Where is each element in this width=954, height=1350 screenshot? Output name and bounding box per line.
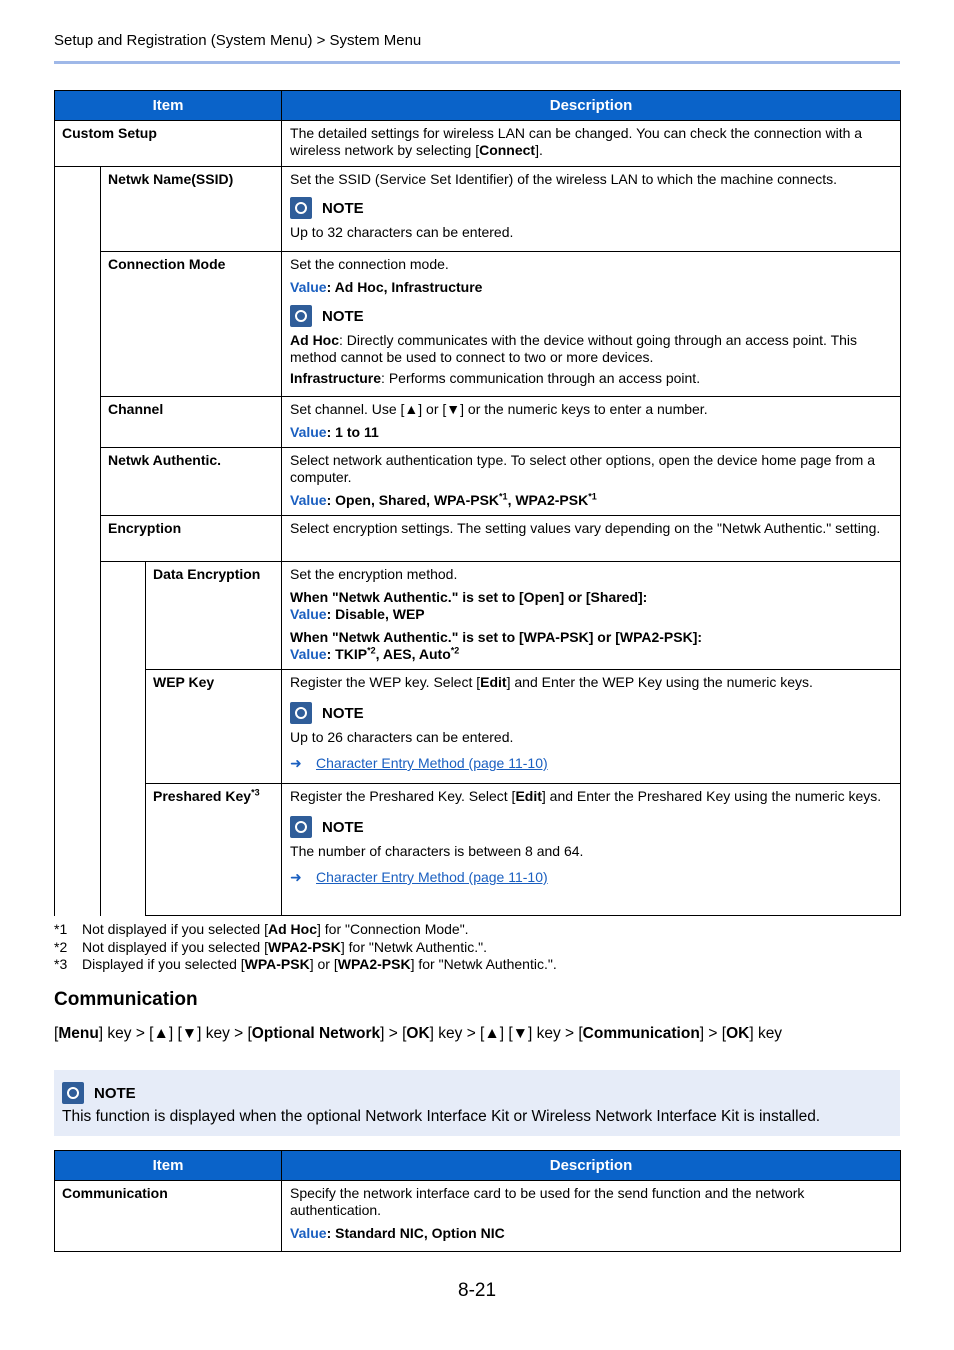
- value-line: Value: Ad Hoc, Infrastructure: [290, 279, 483, 295]
- desc-connection-mode: Set the connection mode. Value: Ad Hoc, Infrastructure NOTE Ad Hoc: Directly communicates with the device without going through an access point. This method cannot be used to connect to two or more devices. Infrastructure: Performs communication through an access point.: [282, 252, 901, 397]
- menu-path-key: Optional Network: [251, 1025, 381, 1042]
- section-heading: Communication: [54, 989, 198, 1010]
- menu-path-key: OK: [406, 1025, 430, 1042]
- note-icon: [62, 1082, 84, 1104]
- value-line: Value: Standard NIC, Option NIC: [290, 1225, 505, 1241]
- menu-path-text: ] > [: [380, 1025, 407, 1042]
- col-header-item: Item: [55, 91, 282, 121]
- menu-path-text: [: [54, 1025, 59, 1042]
- table-row: [55, 670, 901, 784]
- item-netwk-authentic: Netwk Authentic.: [101, 448, 282, 516]
- desc-channel: Set channel. Use [▲] or [▼] or the numeric keys to enter a number. Value: 1 to 11: [282, 397, 901, 448]
- desc-communication: Specify the network interface card to be used for the send function and the network authentication. Value: Standard NIC, Option NIC: [282, 1181, 901, 1252]
- col-header-description: Description: [282, 91, 901, 121]
- menu-path-key: OK: [726, 1025, 750, 1042]
- settings-table: [54, 90, 901, 916]
- note-icon: [290, 305, 312, 327]
- table-row: [55, 784, 901, 916]
- table-row: [55, 252, 901, 397]
- note-icon: [290, 702, 312, 724]
- desc-encryption: Select encryption settings. The setting values vary depending on the "Netwk Authentic." setting.: [282, 516, 901, 562]
- value-line: Value: Open, Shared, WPA-PSK$^{*1}$, WPA2-PSK$^{*1}$: [290, 491, 597, 508]
- desc-preshared-key: Register the Preshared Key. Select [Edit] and Enter the Preshared Key using the numeric keys. NOTE The number of characters is between 8 and 64. ➜ Character Entry Method (page 11-10): [282, 784, 901, 916]
- table-row: [55, 516, 901, 562]
- menu-path-key: Communication: [582, 1025, 700, 1042]
- note-heading: NOTE: [62, 1081, 136, 1105]
- footnotes: [54, 921, 557, 974]
- table-row: [55, 448, 901, 516]
- note-icon: [290, 197, 312, 219]
- value-line: Value: Disable, WEP: [290, 606, 425, 622]
- desc-custom-setup: The detailed settings for wireless LAN can be changed. You can check the connection with a wireless network by selecting [Connect].: [282, 121, 901, 167]
- table-row: [55, 397, 901, 448]
- item-encryption: Encryption: [101, 516, 282, 562]
- indent-cell: [55, 167, 101, 916]
- item-communication: Communication: [55, 1181, 282, 1252]
- menu-path-text: ] key: [749, 1025, 783, 1042]
- page-number: 8-21: [458, 1280, 497, 1301]
- note-heading: NOTE: [290, 304, 892, 328]
- menu-path-text: ] > [: [699, 1025, 727, 1042]
- col-header-description: Description: [282, 1151, 901, 1181]
- item-preshared-key: Preshared Key$^{*3}$: [146, 784, 282, 916]
- value-line: Value: TKIP$^{*2}$, AES, Auto$^{*2}$: [290, 645, 460, 662]
- footnote: *3 Displayed if you selected [WPA-PSK] or [WPA2-PSK] for "Netwk Authentic.".: [54, 956, 557, 972]
- note-heading: NOTE: [290, 815, 892, 839]
- item-channel: Channel: [101, 397, 282, 448]
- desc-netwk-authentic: Select network authentication type. To select other options, open the device home page from a computer. Value: Open, Shared, WPA-PSK$^{*1}$, WPA2-PSK$^{*1}$: [282, 448, 901, 516]
- footnote: *1 Not displayed if you selected [Ad Hoc] for "Connection Mode".: [54, 921, 469, 937]
- header-rule: [54, 61, 900, 64]
- character-entry-link[interactable]: Character Entry Method (page 11-10): [316, 869, 548, 885]
- footnote: *2 Not displayed if you selected [WPA2-PSK] for "Netwk Authentic.".: [54, 938, 487, 955]
- arrow-right-icon: ➜: [290, 755, 302, 771]
- indent-cell: [101, 562, 146, 916]
- item-wep-key: WEP Key: [146, 670, 282, 784]
- note-heading: NOTE: [290, 196, 892, 220]
- desc-wep-key: Register the WEP key. Select [Edit] and Enter the WEP Key using the numeric keys. NOTE Up to 26 characters can be entered. ➜ Character Entry Method (page 11-10): [282, 670, 901, 784]
- item-custom-setup: Custom Setup: [55, 121, 282, 167]
- note-icon: [290, 816, 312, 838]
- desc-data-encryption: Set the encryption method. When "Netwk Authentic." is set to [Open] or [Shared]: Value: Disable, WEP When "Netwk Authentic." is set to [WPA-PSK] or [WPA2-PSK]: Value: TKIP$^{*2}$, AES, Auto$^{*2}$: [282, 562, 901, 670]
- item-connection-mode: Connection Mode: [101, 252, 282, 397]
- table-row: [55, 562, 901, 670]
- item-ssid: Netwk Name(SSID): [101, 167, 282, 252]
- table-row: [55, 1181, 901, 1252]
- table-row: [55, 167, 901, 252]
- communication-table: [54, 1150, 901, 1252]
- menu-path-key: Menu: [58, 1025, 99, 1042]
- col-header-item: Item: [55, 1151, 282, 1181]
- value-line: Value: 1 to 11: [290, 424, 379, 440]
- note-heading: NOTE: [290, 701, 892, 725]
- desc-ssid: Set the SSID (Service Set Identifier) of the wireless LAN to which the machine connects. NOTE Up to 32 characters can be entered.: [282, 167, 901, 252]
- table-row: [55, 121, 901, 167]
- character-entry-link[interactable]: Character Entry Method (page 11-10): [316, 755, 548, 771]
- menu-path-text: ] key > [▲] [▼] key > [: [429, 1025, 583, 1042]
- breadcrumb: Setup and Registration (System Menu) > System Menu: [54, 32, 422, 49]
- menu-path-text: ] key > [▲] [▼] key > [: [98, 1025, 252, 1042]
- note-box: NOTE This function is displayed when the optional Network Interface Kit or Wireless Network Interface Kit is installed.: [54, 1070, 900, 1136]
- menu-path: [54, 1025, 782, 1043]
- arrow-right-icon: ➜: [290, 869, 302, 885]
- item-data-encryption: Data Encryption: [146, 562, 282, 670]
